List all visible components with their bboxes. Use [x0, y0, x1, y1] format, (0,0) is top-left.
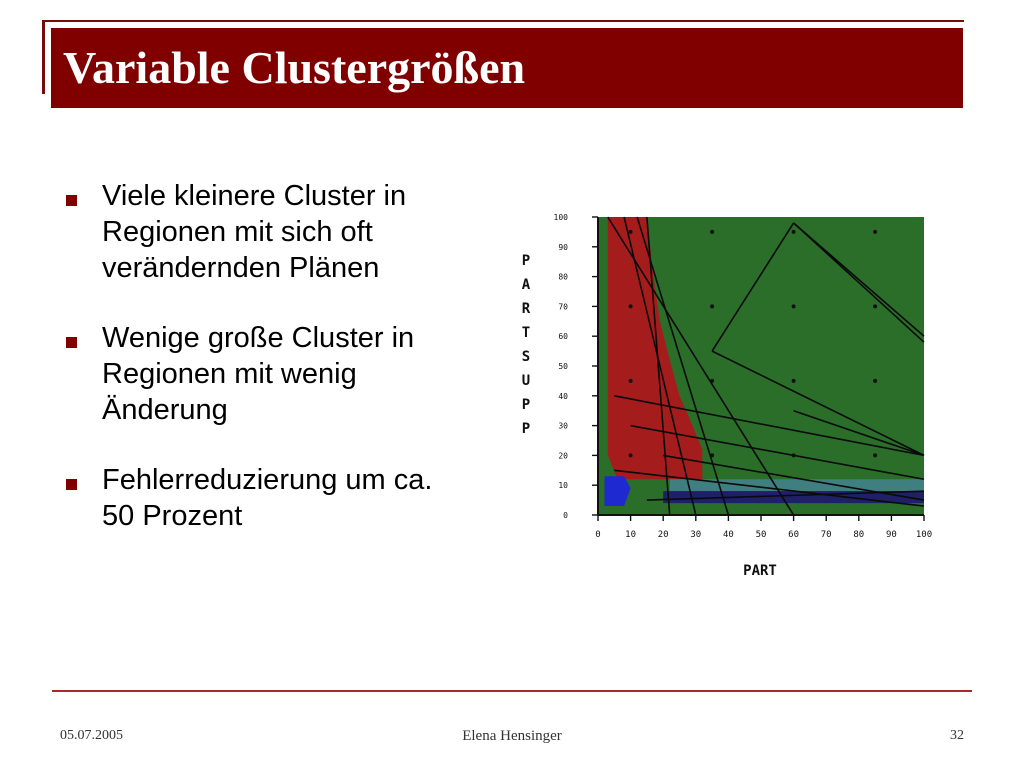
- grid-point: [873, 379, 877, 383]
- grid-point: [792, 379, 796, 383]
- x-tick-label: 40: [722, 530, 734, 540]
- y-tick-label: 0: [563, 511, 568, 520]
- y-axis-label-char: P: [521, 421, 531, 437]
- y-axis-label: [522, 253, 531, 437]
- x-tick-label: 30: [690, 530, 702, 540]
- y-axis-label-char: S: [521, 349, 531, 365]
- y-axis-label-char: P: [521, 397, 531, 413]
- bullet-list: [60, 178, 510, 568]
- grid-point: [629, 230, 633, 234]
- grid-point: [792, 230, 796, 234]
- grid-point: [629, 453, 633, 457]
- slide-title: Variable Clustergrößen: [63, 42, 526, 93]
- bullet-item: [60, 178, 510, 286]
- grid-point: [710, 230, 714, 234]
- x-tick-label: 0: [595, 530, 601, 540]
- x-tick-label: 90: [885, 530, 897, 540]
- x-tick-label: 50: [755, 530, 767, 540]
- bullet-text: Viele kleinere Cluster in Regionen mit sich oft verändernden Plänen: [102, 180, 407, 284]
- grid-point: [710, 304, 714, 308]
- x-axis-label: PART: [743, 563, 777, 579]
- title-bar: [51, 28, 963, 108]
- grid-point: [873, 230, 877, 234]
- bullet-item: [60, 320, 510, 428]
- bullet-item: [60, 462, 510, 534]
- y-tick-label: 30: [558, 421, 568, 431]
- y-tick-label: 10: [558, 481, 568, 491]
- grid-point: [629, 304, 633, 308]
- footer-divider: [52, 690, 972, 692]
- footer-author: Elena Hensinger: [462, 728, 562, 744]
- x-tick-label: 70: [820, 530, 832, 540]
- cluster-plot: [512, 205, 942, 590]
- x-tick-label: 80: [853, 530, 865, 540]
- y-axis-label-char: P: [521, 253, 531, 269]
- grid-point: [873, 304, 877, 308]
- y-tick-label: 60: [558, 332, 568, 342]
- bullet-text: Fehlerreduzierung um ca. 50 Prozent: [102, 464, 433, 532]
- y-tick-label: 70: [558, 302, 568, 312]
- bullet-text: Wenige große Cluster in Regionen mit wenig Änderung: [102, 322, 415, 426]
- square-bullet-icon: [66, 337, 77, 348]
- y-axis-label-char: T: [521, 325, 531, 341]
- y-axis-label-char: A: [521, 277, 531, 293]
- y-tick-label: 20: [558, 451, 568, 461]
- square-bullet-icon: [66, 479, 77, 490]
- square-bullet-icon: [66, 195, 77, 206]
- y-tick-label: 100: [553, 213, 568, 222]
- x-tick-labels: [595, 515, 932, 540]
- y-tick-label: 40: [558, 391, 568, 401]
- frame-line-vertical: [42, 20, 45, 94]
- x-tick-label: 100: [915, 530, 933, 540]
- y-tick-label: 50: [558, 362, 568, 371]
- x-tick-label: 60: [788, 530, 800, 540]
- x-tick-label: 10: [625, 530, 637, 540]
- cluster-plot-svg: [512, 205, 942, 590]
- y-tick-label: 90: [558, 242, 568, 252]
- y-tick-label: 80: [558, 272, 568, 282]
- x-tick-label: 20: [657, 530, 669, 540]
- y-tick-labels: [554, 213, 598, 520]
- footer-date: 05.07.2005: [60, 728, 123, 743]
- grid-point: [629, 379, 633, 383]
- grid-point: [873, 453, 877, 457]
- frame-line-horizontal: [42, 20, 964, 22]
- y-axis-label-char: R: [521, 301, 531, 317]
- grid-point: [792, 304, 796, 308]
- y-axis-label-char: U: [521, 373, 531, 389]
- page-number: 32: [950, 728, 964, 743]
